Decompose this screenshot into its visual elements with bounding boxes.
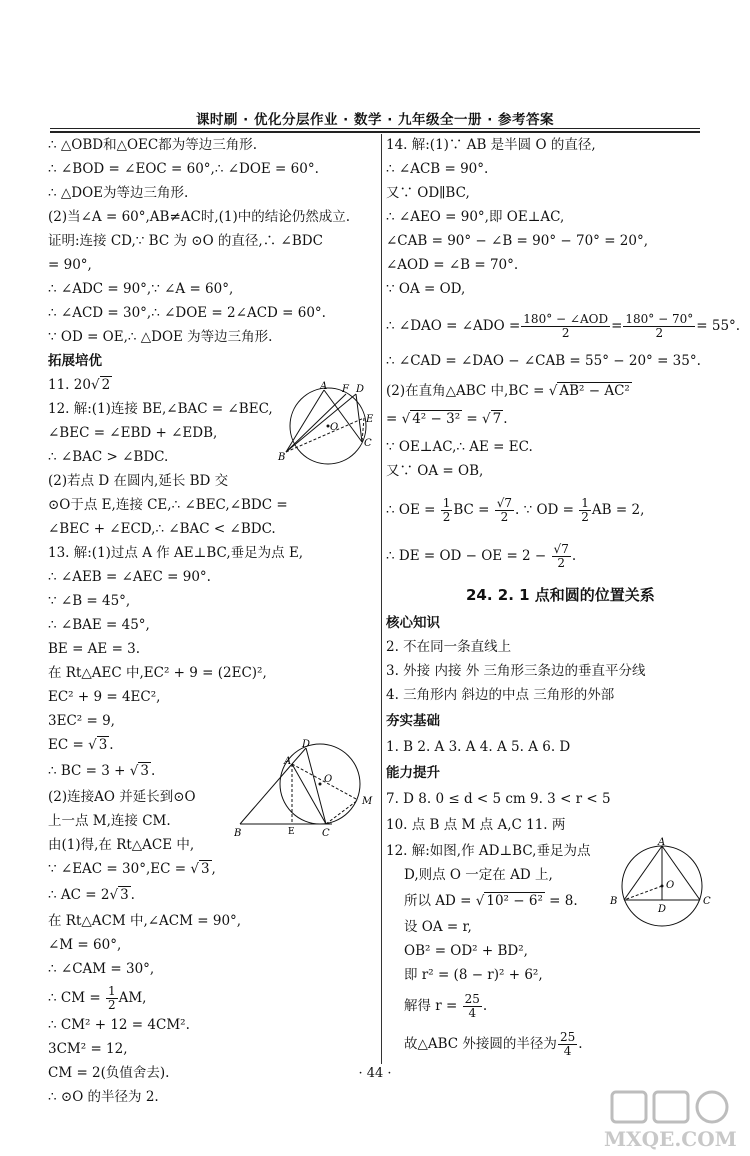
subsection-heading: 能力提升 [386,765,440,781]
text-line: 所以 AD = √ 10² − 6² = 8. [404,893,578,909]
text-line: 13. 解:(1)过点 A 作 AE⊥BC,垂足为点 E, [48,545,304,561]
text-line: ∴ DE = OD − OE = 2 − $\frac{√7}{2}$ . [386,542,577,570]
text-line: 在 Rt△ACM 中,∠ACM = 90°, [48,913,242,929]
answer-11: 11. 20√ 2 [48,377,111,393]
text-line: ∵ ∠EAC = 30°,EC = √ 3 , [48,861,216,877]
text-line: ∠BEC + ∠ECD,∴ ∠BAC < ∠BDC. [48,521,276,537]
figure-q13-circle [234,738,380,838]
text-line: 12. 解:如图,作 AD⊥BC,垂足为点 [386,843,591,859]
svg-text:C: C [364,438,372,449]
text-line: 1. B 2. A 3. A 4. A 5. A 6. D [386,739,571,755]
text-line: 解得 r = $\frac{25}{4}$ . [404,992,488,1020]
text-line: (2)当∠A = 60°,AB≠AC时,(1)中的结论仍然成立. [48,209,351,225]
text-line: ∵ OE⊥AC,∴ AE = EC. [386,439,533,455]
svg-text:M: M [362,796,373,807]
section-title: 24. 2. 1 点和圆的位置关系 [466,586,655,604]
text-line: ∵ OD = OE,∴ △DOE 为等边三角形. [48,329,273,345]
section-heading: 拓展培优 [48,353,102,369]
svg-text:A: A [658,837,666,848]
text-line: 设 OA = r, [404,919,472,935]
text-line: ∵ ∠B = 45°, [48,593,131,609]
text-line: ∴ △OBD和△OEC都为等边三角形. [48,137,257,153]
text-line: ∠CAB = 90° − ∠B = 90° − 70° = 20°, [386,233,649,249]
svg-text:B: B [234,828,242,838]
text-line: (2)若点 D 在圆内,延长 BD 交 [48,473,229,489]
text-line: 3. 外接 内接 外 三角形三条边的垂直平分线 [386,663,646,679]
subsection-heading: 核心知识 [386,615,440,631]
text-line: ∴ CM² + 12 = 4CM². [48,1017,190,1033]
svg-text:E: E [366,414,374,425]
text-line: 上一点 M,连接 CM. [48,813,171,829]
svg-text:D: D [356,384,365,395]
text-line: ∴ ∠BAC > ∠BDC. [48,449,169,465]
text-line: ∴ ∠BAE = 45°, [48,617,150,633]
column-divider [381,134,382,1064]
text-line: ∵ OA = OD, [386,281,466,297]
text-line: ∴ BC = 3 + √ 3 . [48,763,156,779]
text-line: (2)连接AO 并延长到⊙O [48,789,196,805]
text-line: CM = 2(负值舍去). [48,1065,170,1081]
text-line: ∴ CM = $\frac{1}{2}$ AM, [48,984,147,1012]
text-line: ∴ ∠BOD = ∠EOC = 60°,∴ ∠DOE = 60°. [48,161,319,177]
svg-text:B: B [278,452,286,463]
text-line: D,则点 O 一定在 AD 上, [404,867,553,883]
text-line: 又∵ OD∥BC, [386,185,470,201]
svg-text:F: F [342,384,349,395]
text-line: = √ 4² − 3² = √ 7 . [386,411,508,427]
svg-text:D: D [302,739,311,750]
text-line: 即 r² = (8 − r)² + 6², [404,967,543,983]
text-line: 10. 点 B 点 M 点 A,C 11. 两 [386,817,566,833]
text-line: 7. D 8. 0 ≤ d < 5 cm 9. 3 < r < 5 [386,791,611,807]
text-line: ∠M = 60°, [48,937,122,953]
watermark-logo [600,1088,750,1152]
text-line: 故△ABC 外接圆的半径为 $\frac{25}{4}$ . [404,1030,583,1058]
header-rule-thin [50,128,700,129]
text-line: ∴ OE = $\frac{1}{2}$ BC = $\frac{√7}{2}$ . ∵ OD = $\frac{1}{2}$ AB = 2, [386,496,645,524]
svg-text:B: B [610,896,618,907]
text-line: BE = AE = 3. [48,641,141,657]
svg-text:D: D [658,904,667,915]
svg-text:C: C [703,896,711,907]
text-line: EC = √ 3 . [48,737,114,753]
text-line: 14. 解:(1)∵ AB 是半圆 O 的直径, [386,137,596,153]
subsection-heading: 夯实基础 [386,713,440,729]
text-line: ∴ AC = 2√ 3 . [48,887,135,903]
text-line: ∴ ∠AEO = 90°,即 OE⊥AC, [386,209,565,225]
header-rule-thick [50,131,700,133]
svg-text:E: E [288,827,295,837]
text-line: 4. 三角形内 斜边的中点 三角形的外部 [386,687,615,703]
text-line: 12. 解:(1)连接 BE,∠BAC = ∠BEC, [48,401,273,417]
figure-circumcircle [608,836,716,932]
text-line: EC² + 9 = 4EC², [48,689,161,705]
text-line: OB² = OD² + BD², [404,943,528,959]
text-line: (2)在直角△ABC 中,BC = √ AB² − AC² [386,383,630,399]
svg-text:O: O [666,880,675,891]
text-line: 2. 不在同一条直线上 [386,639,512,655]
text-line: ∴ ∠ACD = 30°,∴ ∠DOE = 2∠ACD = 60°. [48,305,326,321]
text-line: ⊙O于点 E,连接 CE,∴ ∠BEC,∠BDC = [48,497,288,513]
text-line: ∴ △DOE为等边三角形. [48,185,189,201]
figure-q12-circle [276,380,380,470]
text-line: 3CM² = 12, [48,1041,128,1057]
text-line: ∠BEC = ∠EBD + ∠EDB, [48,425,218,441]
text-line: 证明:连接 CD,∵ BC 为 ⊙O 的直径,∴ ∠BDC [48,233,323,249]
text-line: ∴ ∠CAM = 30°, [48,961,155,977]
text-line: ∴ ∠ACB = 90°. [386,161,489,177]
text-line: ∴ ∠ADC = 90°,∵ ∠A = 60°, [48,281,234,297]
svg-text:O: O [324,774,333,785]
svg-text:C: C [322,828,330,838]
text-line: ∴ ∠CAD = ∠DAO − ∠CAB = 55° − 20° = 35°. [386,353,701,369]
text-line: ∠AOD = ∠B = 70°. [386,257,519,273]
svg-text:MXQE.COM: MXQE.COM [604,1127,737,1151]
svg-text:O: O [330,422,339,433]
text-line: ∴ ⊙O 的半径为 2. [48,1089,159,1105]
text-line: 又∵ OA = OB, [386,463,484,479]
text-line: 由(1)得,在 Rt△ACE 中, [48,837,195,853]
text-line: 在 Rt△AEC 中,EC² + 9 = (2EC)², [48,665,267,681]
text-line: ∴ ∠DAO = ∠ADO = $\frac{\text{180° − ∠AOD}}{2}$ = $\frac{180^\circ - 70^\circ}{2}$ = 55°. [386,312,741,340]
page-header: 课时刷 · 优化分层作业 · 数学 · 九年级全一册 · 参考答案 [195,112,555,128]
text-line: ∴ ∠AEB = ∠AEC = 90°. [48,569,211,585]
text-line: = 90°, [48,257,92,273]
page-number: · 44 · [358,1066,392,1081]
svg-text:A: A [320,381,328,392]
svg-text:A: A [284,756,292,767]
text-line: 3EC² = 9, [48,713,115,729]
